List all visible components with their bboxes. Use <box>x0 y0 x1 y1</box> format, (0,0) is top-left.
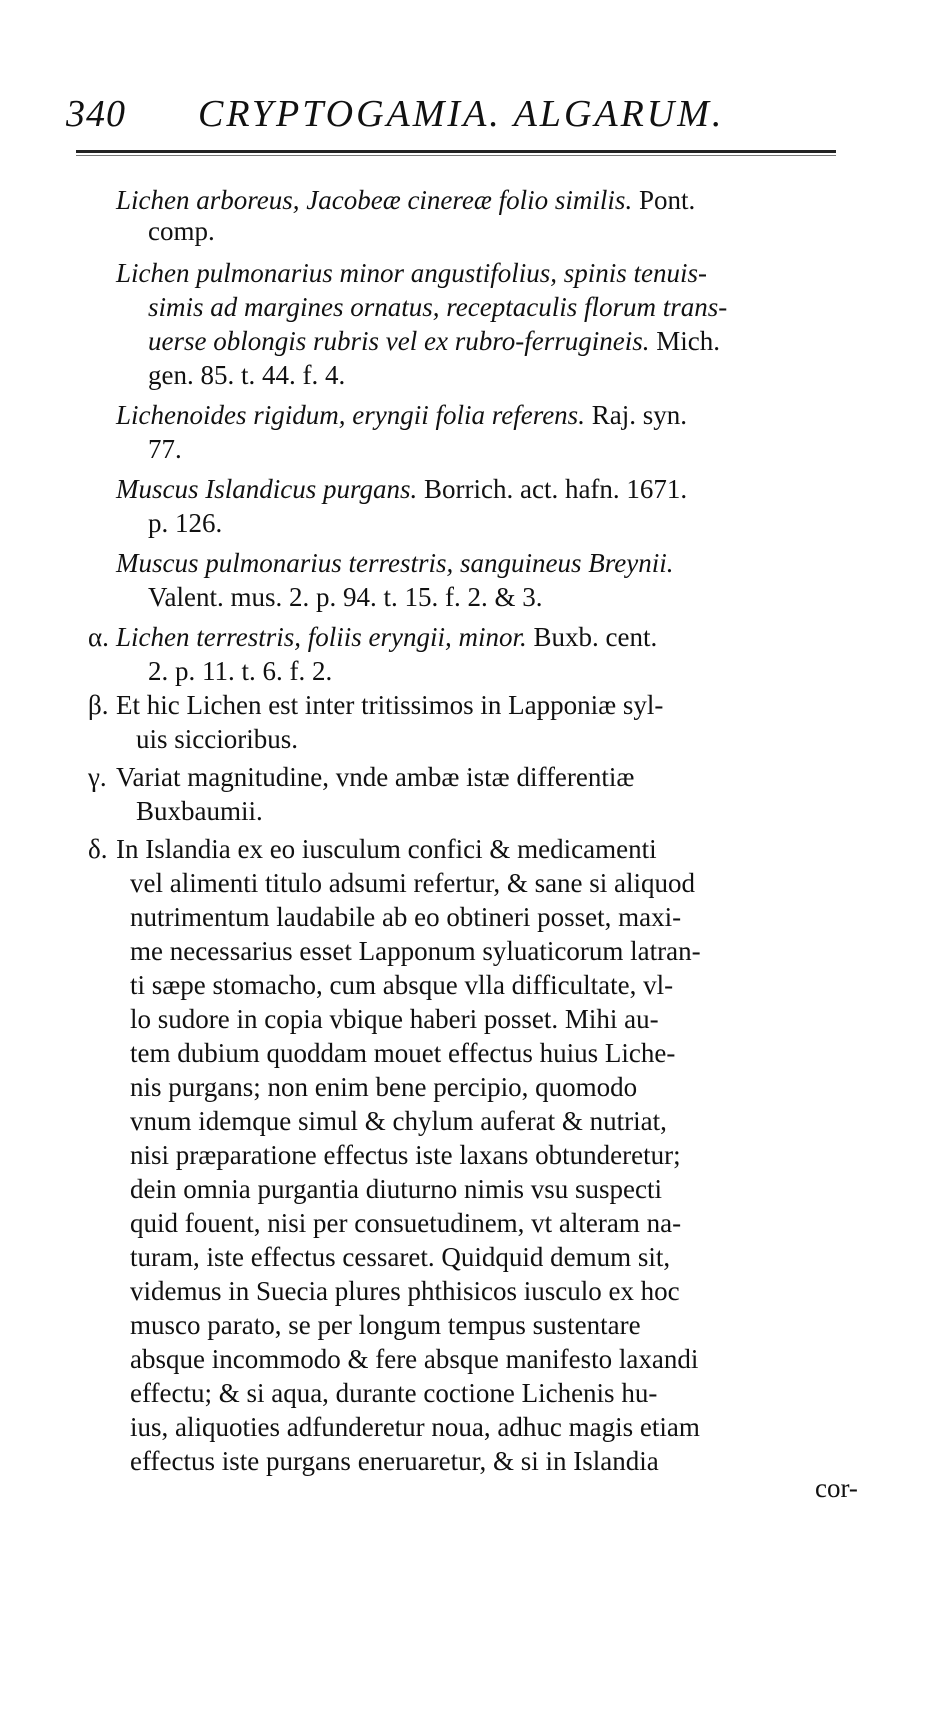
variety-marker-gamma: γ. <box>88 762 107 792</box>
paragraph-line: In Islandia ex eo iusculum confici & medicamenti <box>116 834 657 864</box>
paragraph-line: tem dubium quoddam mouet effectus huius Liche- <box>130 1038 676 1068</box>
paragraph-line: ti sæpe stomacho, cum absque vlla difficultate, vl- <box>130 970 674 1000</box>
synonym-line: comp. <box>148 216 215 246</box>
paragraph-line: turam, iste effectus cessaret. Quidquid demum sit, <box>130 1242 671 1272</box>
paragraph-line: nis purgans; non enim bene percipio, quomodo <box>130 1072 638 1102</box>
catchword: cor- <box>815 1473 858 1503</box>
paragraph-line: dein omnia purgantia diuturno nimis vsu suspecti <box>130 1174 662 1204</box>
variety-marker-delta: δ. <box>88 834 108 864</box>
synonym-line: p. 126. <box>148 508 223 538</box>
synonym-line: gen. 85. t. 44. f. 4. <box>148 360 346 390</box>
synonym-line: simis ad margines ornatus, receptaculis florum trans- <box>148 292 728 322</box>
paragraph-line: Et hic Lichen est inter tritissimos in Lapponiæ syl- <box>116 690 664 720</box>
synonym-line: Valent. mus. 2. p. 94. t. 15. f. 2. & 3. <box>148 582 543 612</box>
paragraph-line: absque incommodo & fere absque manifesto laxandi <box>130 1344 699 1374</box>
paragraph-line: uis siccioribus. <box>136 724 298 754</box>
synonym-line: 2. p. 11. t. 6. f. 2. <box>148 656 333 686</box>
paragraph-line: me necessarius esset Lapponum syluaticorum latran- <box>130 936 701 966</box>
paragraph-line: musco parato, se per longum tempus sustentare <box>130 1310 641 1340</box>
synonym-line: Lichen arboreus, Jacobeæ cinereæ folio similis. Pont. <box>116 185 696 215</box>
synonym-line: Lichenoides rigidum, eryngii folia referens. Raj. syn. <box>116 400 687 430</box>
synonym-line: Lichen terrestris, foliis eryngii, minor. Buxb. cent. <box>116 622 658 652</box>
variety-marker-alpha: α. <box>88 622 109 652</box>
synonym-line: uerse oblongis rubris vel ex rubro-ferrugineis. Mich. <box>148 326 720 356</box>
synonym-line: Lichen pulmonarius minor angustifolius, spinis tenuis- <box>116 258 708 288</box>
paragraph-line: vnum idemque simul & chylum auferat & nutriat, <box>130 1106 667 1136</box>
variety-marker-beta: β. <box>88 690 109 720</box>
paragraph-line: effectu; & si aqua, durante coctione Lichenis hu- <box>130 1378 658 1408</box>
paragraph-line: lo sudore in copia vbique haberi posset. Mihi au- <box>130 1004 659 1034</box>
synonym-line: Muscus Islandicus purgans. Borrich. act. hafn. 1671. <box>116 474 688 504</box>
paragraph-line: ius, aliquoties adfunderetur noua, adhuc magis etiam <box>130 1412 700 1442</box>
synonym-line: Muscus pulmonarius terrestris, sanguineus Breynii. <box>116 548 674 578</box>
paragraph-line: videmus in Suecia plures phthisicos iusculo ex hoc <box>130 1276 680 1306</box>
paragraph-line: quid fouent, nisi per consuetudinem, vt alteram na- <box>130 1208 682 1238</box>
synonym-line: 77. <box>148 434 182 464</box>
paragraph-line: nutrimentum laudabile ab eo obtineri posset, maxi- <box>130 902 682 932</box>
running-head: CRYPTOGAMIA. ALGARUM. <box>198 93 725 135</box>
paragraph-line: Buxbaumii. <box>136 796 263 826</box>
paragraph-line: Variat magnitudine, vnde ambæ istæ differentiæ <box>116 762 635 792</box>
page-number: 340 <box>66 93 126 135</box>
paragraph-line: nisi præparatione effectus iste laxans obtunderetur; <box>130 1140 681 1170</box>
paragraph-line: effectus iste purgans eneruaretur, & si in Islandia <box>130 1446 659 1476</box>
paragraph-line: vel alimenti titulo adsumi refertur, & sane si aliquod <box>130 868 696 898</box>
